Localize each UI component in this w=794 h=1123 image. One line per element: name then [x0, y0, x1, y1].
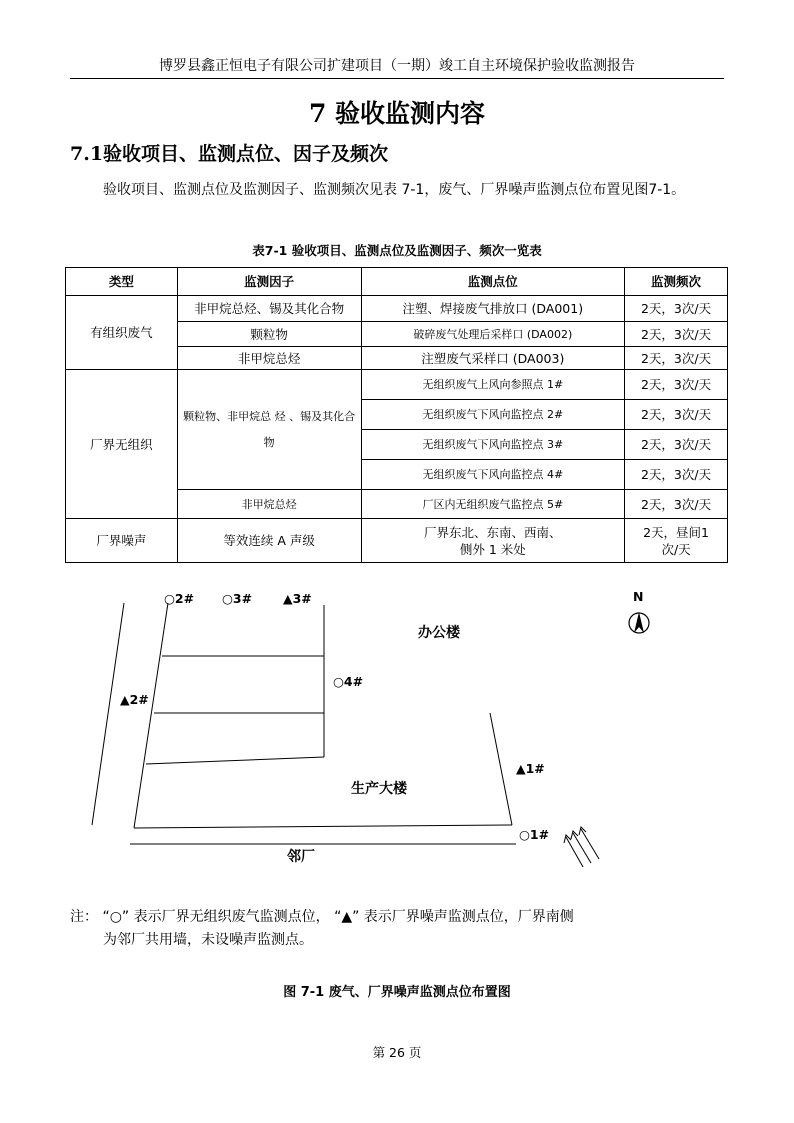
- noise-point-1: ▲1#: [516, 761, 545, 776]
- table-header-row: [66, 268, 728, 296]
- table-row: [66, 519, 728, 563]
- freq-cell: 2天，3次/天: [625, 322, 728, 347]
- freq-cell: 2天，3次/天: [625, 490, 728, 519]
- table-header-cell: 类型: [66, 268, 178, 296]
- table-header-cell: 监测因子: [177, 268, 361, 296]
- freq-line: 次/天: [661, 541, 691, 557]
- section-title: 7.1验收项目、监测点位、因子及频次: [70, 143, 389, 165]
- factor-cell: 非甲烷总烃: [177, 490, 361, 519]
- factor-cell: 非甲烷总烃、锡及其化合物: [177, 296, 361, 322]
- table-row: [66, 296, 728, 322]
- factor-cell: 等效连续 A 声级: [177, 519, 361, 563]
- freq-cell: 2天，3次/天: [625, 400, 728, 430]
- point-line: 侧外 1 米处: [459, 541, 526, 557]
- building-line: [146, 757, 324, 764]
- point-cell: 注塑、焊接废气排放口 (DA001): [361, 296, 625, 322]
- sample-point-1: ○1#: [519, 827, 550, 842]
- point-cell: 厂区内无组织废气监控点 5#: [361, 490, 625, 519]
- intro-paragraph: 验收项目、监测点位及监测因子、监测频次见表 7-1，废气、厂界噪声监测点位布置见图7-1。: [103, 182, 686, 198]
- north-compass-icon: [629, 612, 649, 633]
- site-layout-diagram: [0, 585, 794, 875]
- freq-cell: 2天，3次/天: [625, 430, 728, 460]
- neighbor-factory-label: 邻厂: [287, 849, 315, 865]
- type-cell: 厂界无组织: [66, 370, 178, 519]
- note-line: 注： “○” 表示厂界无组织废气监测点位， “▲” 表示厂界噪声监测点位，厂界南侧: [70, 909, 574, 925]
- point-cell: 破碎废气处理后采样口 (DA002): [361, 322, 625, 347]
- factor-cell: 颗粒物: [177, 322, 361, 347]
- table-caption: 表7-1 验收项目、监测点位及监测因子、频次一览表: [252, 243, 542, 258]
- freq-cell: 2天，3次/天: [625, 460, 728, 490]
- table-header-cell: 监测频次: [625, 268, 728, 296]
- factor-cell: 非甲烷总烃: [177, 347, 361, 370]
- factor-cell: 颗粒物、非甲烷总 烃 、锡及其化合物: [177, 370, 361, 490]
- noise-point-3: ▲3#: [283, 591, 312, 606]
- wind-direction-icon: [564, 827, 599, 867]
- building-line: [134, 825, 512, 828]
- freq-line: 2天，昼间1: [643, 524, 709, 540]
- table-header-cell: 监测点位: [361, 268, 625, 296]
- point-cell: 无组织废气下风向监控点 2#: [361, 400, 625, 430]
- noise-point-2: ▲2#: [120, 692, 149, 707]
- point-cell: 无组织废气上风向参照点 1#: [361, 370, 625, 400]
- freq-cell: [625, 519, 728, 563]
- figure-caption: 图 7-1 废气、厂界噪声监测点位布置图: [283, 985, 511, 1000]
- page-header: 博罗县鑫正恒电子有限公司扩建项目（一期）竣工自主环境保护验收监测报告: [159, 58, 635, 74]
- point-line: 厂界东北、东南、西南、: [424, 524, 562, 540]
- note-line: 为邻厂共用墙，未设噪声监测点。: [103, 932, 313, 948]
- freq-cell: 2天，3次/天: [625, 347, 728, 370]
- sample-point-2: ○2#: [164, 591, 195, 606]
- table-row: [66, 370, 728, 400]
- monitoring-table: [65, 267, 728, 563]
- chapter-title: 7 验收监测内容: [308, 99, 486, 128]
- type-cell: 厂界噪声: [66, 519, 178, 563]
- figure-note: [70, 906, 724, 952]
- header-divider: [70, 78, 724, 79]
- factory-building-label: 生产大楼: [351, 781, 407, 797]
- road-line: [92, 603, 124, 825]
- point-cell: [361, 519, 625, 563]
- freq-cell: 2天，3次/天: [625, 296, 728, 322]
- type-cell: 有组织废气: [66, 296, 178, 370]
- office-building-label: 办公楼: [418, 625, 460, 641]
- page-number: 第 26 页: [372, 1045, 422, 1060]
- north-label: N: [633, 589, 644, 604]
- road-line: [134, 603, 168, 828]
- sample-point-4: ○4#: [333, 674, 364, 689]
- point-cell: 无组织废气下风向监控点 3#: [361, 430, 625, 460]
- sample-point-3: ○3#: [222, 591, 253, 606]
- building-line: [490, 713, 512, 825]
- point-cell: 注塑废气采样口 (DA003): [361, 347, 625, 370]
- point-cell: 无组织废气下风向监控点 4#: [361, 460, 625, 490]
- freq-cell: 2天，3次/天: [625, 370, 728, 400]
